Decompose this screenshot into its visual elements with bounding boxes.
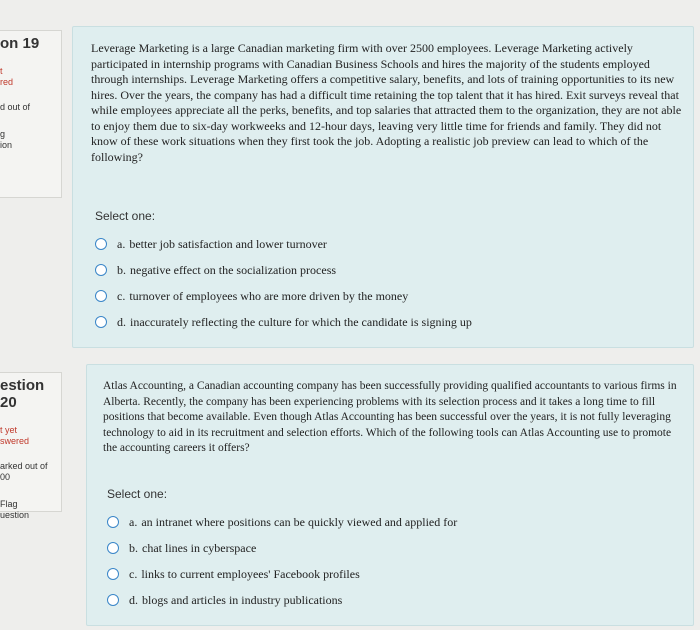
radio-button[interactable] [107, 568, 119, 580]
select-one-label: Select one: [107, 487, 168, 501]
radio-button[interactable] [107, 594, 119, 606]
answer-block [95, 209, 685, 335]
option-letter: d. [129, 592, 138, 607]
answer-option-d[interactable] [107, 587, 687, 613]
option-letter: a. [129, 514, 138, 529]
question-number-value: 20 [0, 394, 17, 411]
option-text: chat lines in cyberspace [142, 540, 257, 555]
state-line: swered [0, 436, 30, 446]
question-grade [0, 102, 61, 113]
option-text: negative effect on the socialization process [130, 262, 337, 277]
select-one-label: Select one: [95, 209, 156, 223]
radio-button[interactable] [95, 238, 107, 250]
answer-option-c[interactable] [107, 561, 687, 587]
flag-line: ion [0, 140, 13, 150]
option-letter: c. [129, 566, 138, 581]
state-line: red [0, 77, 14, 87]
answer-option-b[interactable] [95, 257, 685, 283]
option-letter: a. [117, 236, 126, 251]
question-info-19 [0, 30, 62, 198]
question-grade [0, 461, 61, 483]
flag-line: Flag [0, 499, 18, 509]
option-text: an intranet where positions can be quickly viewed and applied for [141, 514, 458, 529]
question-state [0, 425, 61, 447]
option-letter: b. [117, 262, 126, 277]
answer-option-b[interactable] [107, 535, 687, 561]
grade-line: 00 [0, 472, 11, 482]
question-number-value: 19 [22, 35, 40, 52]
answer-option-c[interactable] [95, 283, 685, 309]
question-number [0, 35, 61, 52]
question-content-20 [86, 364, 694, 626]
flag-question-link[interactable] [0, 129, 61, 151]
flag-line: uestion [0, 510, 30, 520]
option-letter: c. [117, 288, 126, 303]
radio-button[interactable] [107, 516, 119, 528]
grade-line: d out of [0, 102, 31, 112]
option-text: blogs and articles in industry publications [142, 592, 343, 607]
answer-block [107, 487, 687, 613]
option-text: links to current employees' Facebook profiles [141, 566, 360, 581]
answer-option-d[interactable] [95, 309, 685, 335]
radio-button[interactable] [107, 542, 119, 554]
option-text: inaccurately reflecting the culture for which the candidate is signing up [130, 314, 472, 329]
grade-line: arked out of [0, 461, 48, 471]
radio-button[interactable] [95, 290, 107, 302]
option-text: turnover of employees who are more driven by the money [129, 288, 409, 303]
option-letter: b. [129, 540, 138, 555]
question-text: Atlas Accounting, a Canadian accounting company has been successfully providing qualified accountants to various firms in Alberta. Recently, the company has been experiencing problems with its selection process and it takes a long time to fill positions that become available. Even though Atlas Accounting has been successful over the years, it is not fully leveraging technology to aid in its recruitment and selection efforts. Which of the following tools can Atlas Accounting use to promote the accounting careers it offers? [103, 380, 677, 454]
answer-option-a[interactable] [95, 231, 685, 257]
question-number-prefix: estion [0, 377, 45, 394]
option-letter: d. [117, 314, 126, 329]
radio-button[interactable] [95, 316, 107, 328]
state-line: t yet [0, 425, 18, 435]
flag-line: g [0, 129, 6, 139]
question-info-20 [0, 372, 62, 520]
question-text: Leverage Marketing is a large Canadian marketing firm with over 2500 employees. Leverage Marketing actively participated in internship programs with Canadian Business Schools and hires the majority of the students employed through internships. Leverage Marketing offers a competitive salary, benefits, and lots of training opportunities to its new hires. Over the years, the company has had a difficult time retaining the top talent that it has hired. Exit surveys reveal that while employees appreciate all the perks, benefits, and top salaries that attracted them to the organization, they are not able to enjoy them due to six-day workweeks and 12-hour days, leaving very little time for friends and family. They did not know of these work situations when they first took the job. Adopting a realistic job preview can lead to which of the following? [91, 41, 682, 164]
question-number [0, 377, 61, 411]
option-text: better job satisfaction and lower turnover [129, 236, 327, 251]
question-content-19 [72, 26, 694, 348]
flag-question-link[interactable] [0, 499, 61, 521]
answer-option-a[interactable] [107, 509, 687, 535]
radio-button[interactable] [95, 264, 107, 276]
question-state [0, 66, 61, 88]
state-line: t [0, 66, 3, 76]
question-number-prefix: on [0, 35, 19, 52]
